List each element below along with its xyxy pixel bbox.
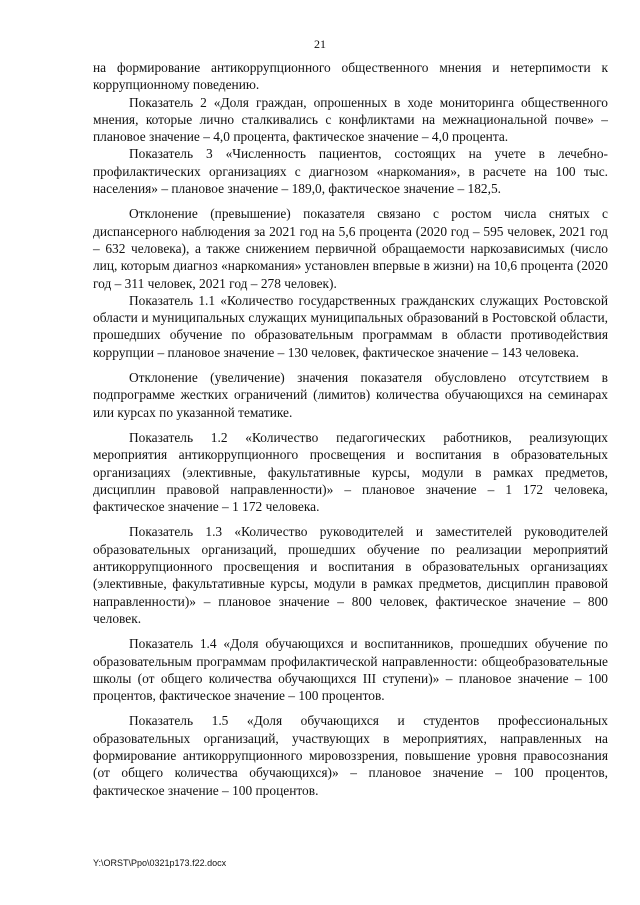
paragraph-indicator-1-2: Показатель 1.2 «Количество педагогических работников, реализующих мероприятия антикоррупционного просвещения и воспитания в образовательных организациях (элективные, факультативные курсы, модули в рамках предметов, дисциплин правовой направленности)» – плановое значение – 1 172 человека, фактическое значение – 1 172 человека.: [93, 429, 608, 515]
paragraph-deviation-1-1: Отклонение (увеличение) значения показателя обусловлено отсутствием в подпрограмме жестких ограничений (лимитов) количества обучающихся на семинарах или курсах по указанной тематике.: [93, 370, 608, 420]
paragraph-indicator-1-1: Показатель 1.1 «Количество государственных гражданских служащих Ростовской области и муниципальных служащих муниципальных образований в Ростовской области, прошедших обучение по образовательным программам в области противодействия коррупции – плановое значение – 130 человек, фактическое значение – 143 человека.: [93, 292, 608, 360]
document-body: [93, 59, 608, 799]
paragraph-indicator-1-5: Показатель 1.5 «Доля обучающихся и студентов профессиональных образовательных организаций, участвующих в мероприятиях, направленных на формирование антикоррупционного мировоззрения, повышение уровня правосознания (от общего количества обучающихся)» – плановое значение – 100 процентов, фактическое значение – 100 процентов.: [93, 713, 608, 798]
page-number: 21: [314, 37, 326, 51]
paragraph-indicator-3: Показатель 3 «Численность пациентов, состоящих на учете в лечебно-профилактических организациях с диагнозом «наркомания», в расчете на 100 тыс. населения» – плановое значение – 189,0, фактическое значение – 182,5.: [93, 146, 608, 197]
paragraph-continuation: на формирование антикоррупционного общественного мнения и нетерпимости к коррупционному поведению.: [93, 60, 608, 93]
footer-file-path: Y:\ORST\Ppo\0321p173.f22.docx: [93, 858, 227, 868]
paragraph-indicator-1-4: Показатель 1.4 «Доля обучающихся и воспитанников, прошедших обучение по образовательным программам профилактической направленности: общеобразовательные школы (от общего количества обучающихся III ступени)» – плановое значение – 100 процентов, фактическое значение – 100 процентов.: [93, 636, 608, 704]
paragraph-indicator-1-3: Показатель 1.3 «Количество руководителей и заместителей руководителей образовательных организаций, прошедших обучение по реализации мероприятий антикоррупционного просвещения и воспитания в образовательных организациях (элективные, факультативные курсы, модули в рамках предметов, дисциплин правовой направленности)» – плановое значение – 800 человек, фактическое значение – 800 человек.: [93, 524, 608, 626]
paragraph-indicator-2: Показатель 2 «Доля граждан, опрошенных в ходе мониторинга общественного мнения, которые лично сталкивались с конфликтами на межнациональной почве» – плановое значение – 4,0 процента, фактическое значение – 4,0 процента.: [93, 94, 608, 145]
paragraph-deviation-3: Отклонение (превышение) показателя связано с ростом числа снятых с диспансерного наблюдения за 2021 год на 5,6 процента (2020 год – 595 человек, 2021 год – 632 человека), а также снижением первичной обращаемости наркозависимых (число лиц, которым диагноз «наркомания» установлен впервые в жизни) на 10,6 процента (2020 год – 311 человек, 2021 год – 278 человек).: [93, 206, 608, 291]
